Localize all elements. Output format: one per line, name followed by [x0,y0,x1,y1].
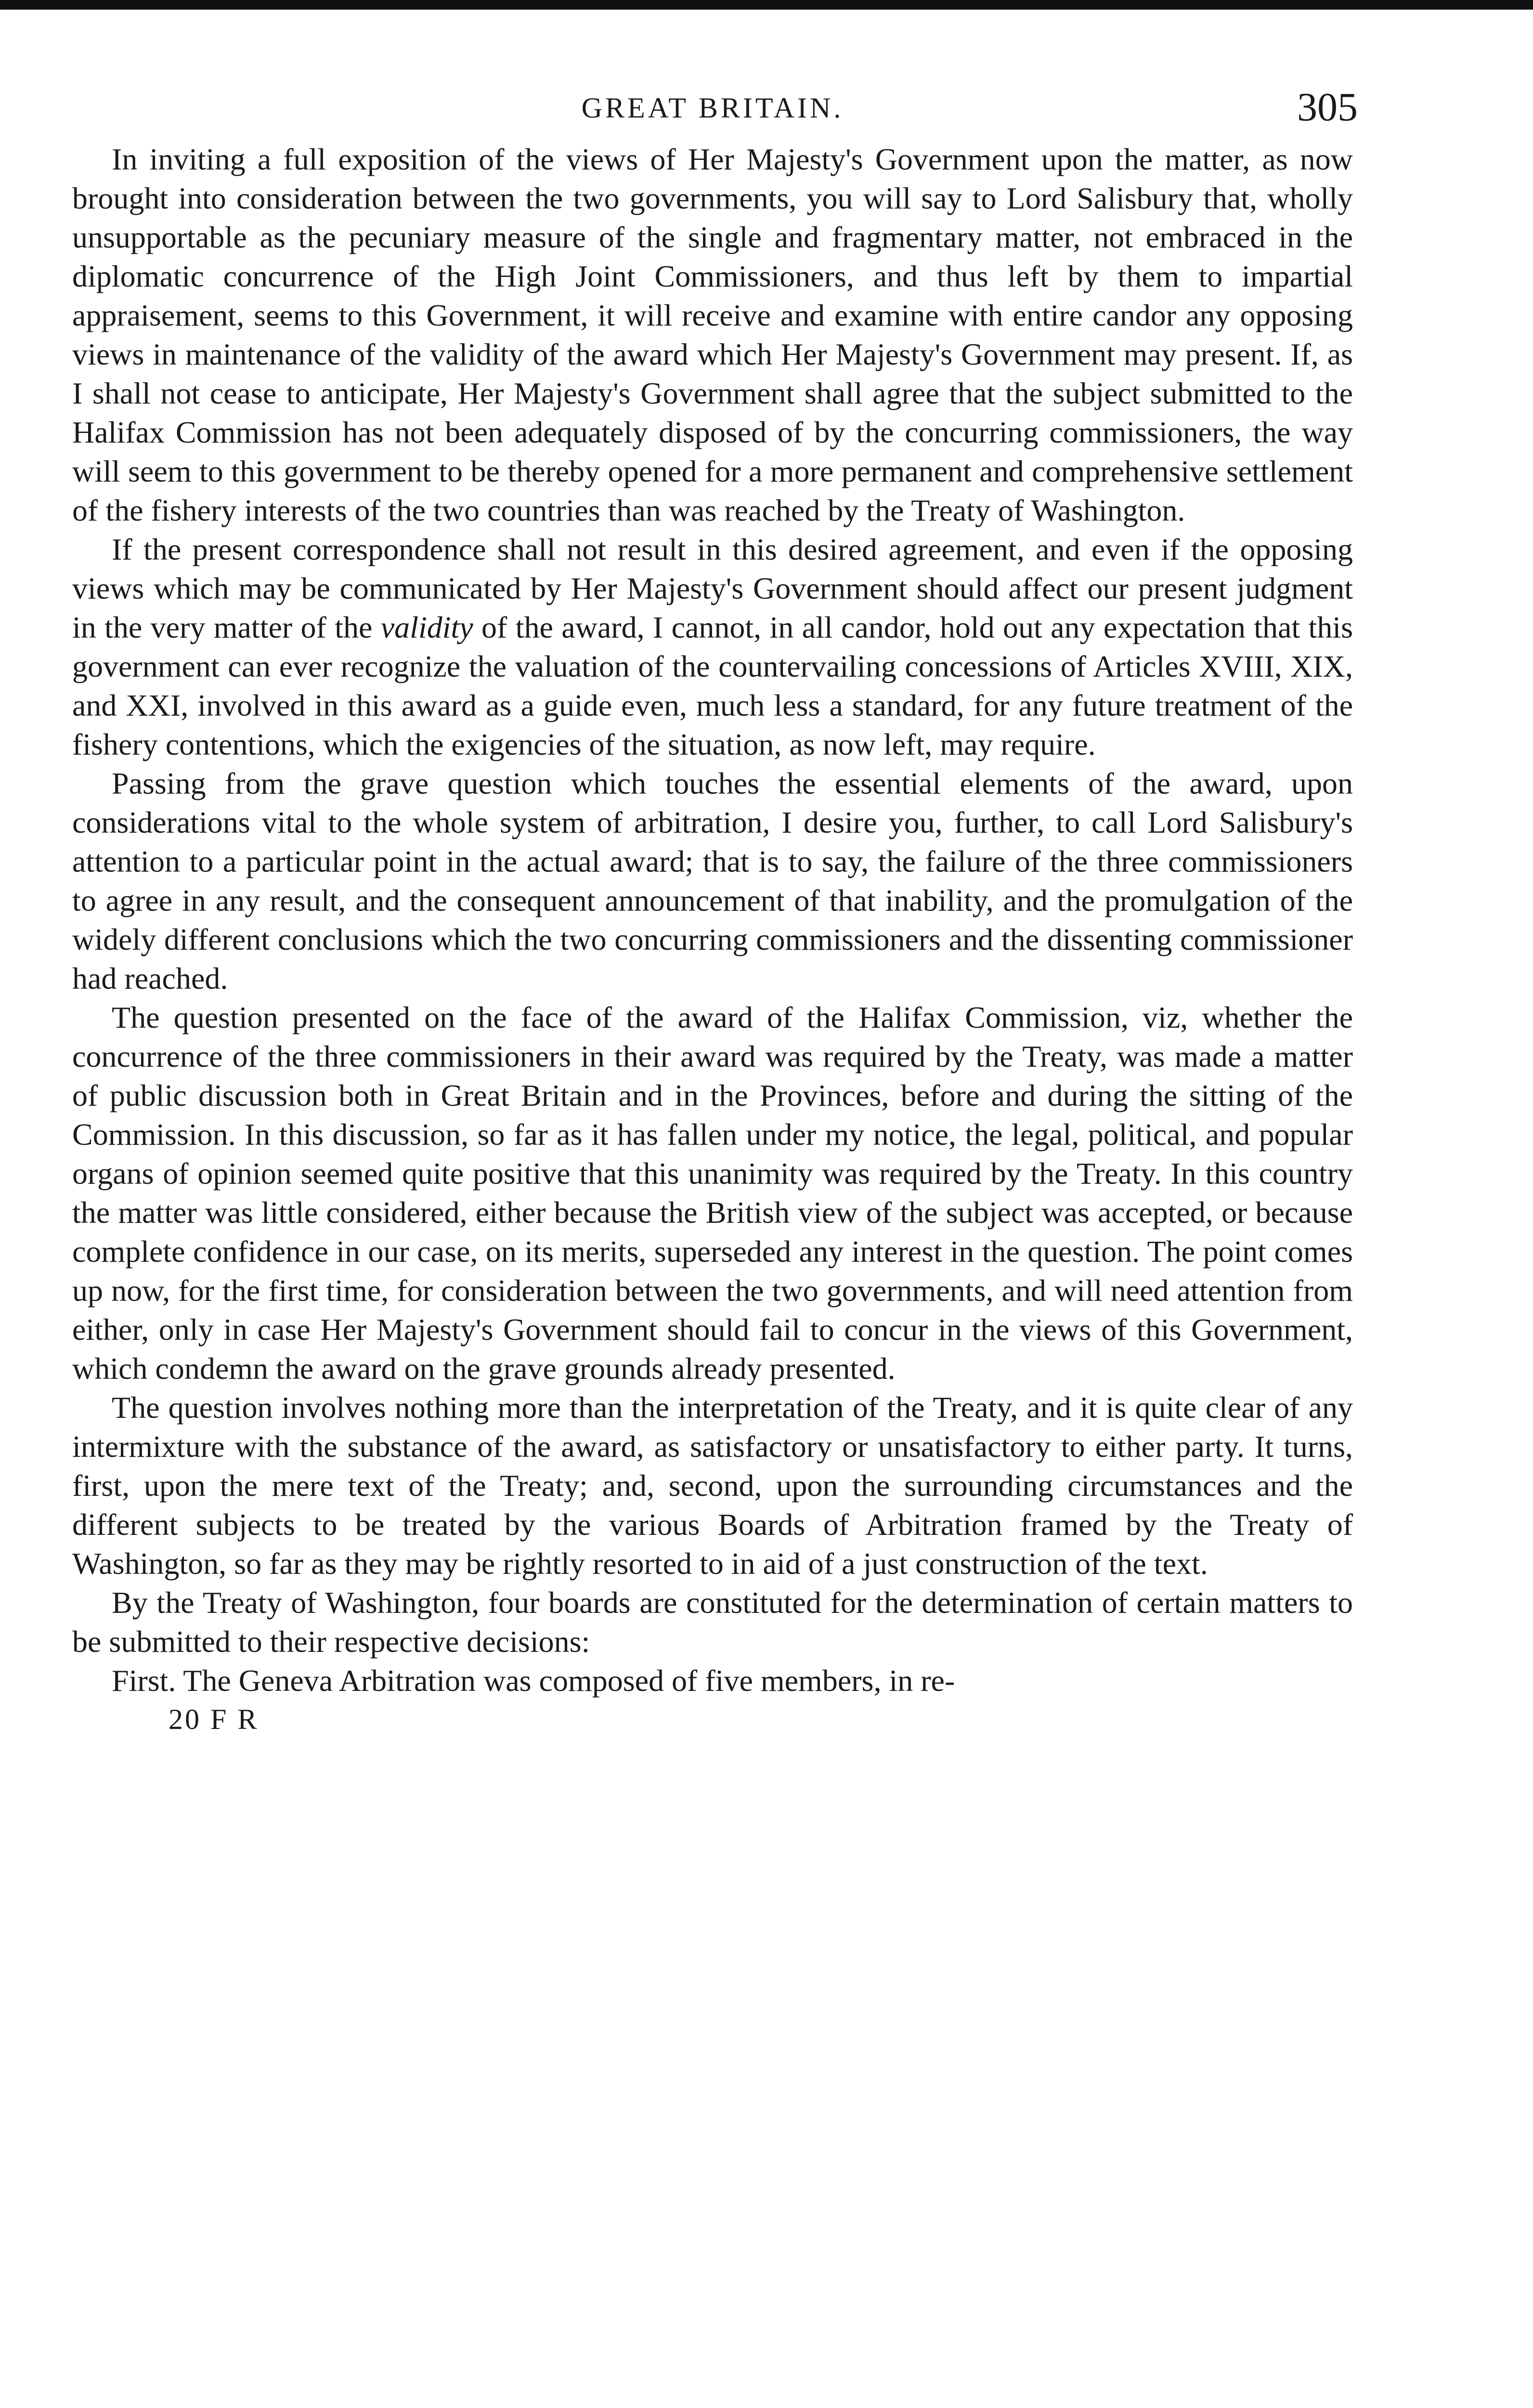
paragraph [72,530,1353,764]
document-page [72,85,1358,1736]
emphasis-validity: validity [380,610,473,644]
body-text [72,140,1353,1700]
paragraph-text: of the award, I cannot, in all candor, hold out any expectation that this government can ever recognize the valuation of the countervailing concessions of Articles XVIII, XIX, and XXI, involved in this award as a guide even, much less a standard, for any future treatment of the fishery contentions, which the exigencies of the situation, as now left, may require. [72,610,1353,761]
paragraph: The question presented on the face of the award of the Halifax Commission, viz, whether the concurrence of the three commissioners in their award was required by the Treaty, was made a matter of public discussion both in Great Britain and in the Provinces, before and during the sitting of the Commission. In this discussion, so far as it has fallen under my notice, the legal, political, and popular organs of opinion seemed quite positive that this unanimity was required by the Treaty. In this country the matter was little considered, either because the British view of the subject was accepted, or because complete confidence in our case, on its merits, superseded any interest in the question. The point comes up now, for the first time, for consideration between the two governments, and will need attention from either, only in case Her Majesty's Government should fail to concur in the views of this Government, which condemn the award on the grave grounds already presented. [72,1000,1353,1386]
running-title: GREAT BRITAIN. [581,92,844,124]
top-border-rule [0,0,1533,10]
paragraph: The question involves nothing more than the interpretation of the Treaty, and it is quite clear of any intermixture with the substance of the award, as satisfactory or unsatisfactory to either party. It turns, first, upon the mere text of the Treaty; and, second, upon the surrounding circumstances and the different subjects to be treated by the various Boards of Arbitration framed by the Treaty of Washington, so far as they may be rightly resorted to in aid of a just construction of the text. [72,1390,1353,1581]
paragraph: First. The Geneva Arbitration was composed of five members, in re- [112,1663,955,1698]
running-head [72,85,1358,140]
printer-signature-mark: 20 F R [169,1703,259,1735]
paragraph-text: If the present correspondence shall not result in this desired agreement, and even if the opposing views which may be communicated by Her Majesty's Government should affect our present judgment in the very matter of the [72,532,1353,644]
paragraph: By the Treaty of Washington, four boards are constituted for the determination of certain matters to be submitted to their respective decisions: [72,1585,1353,1659]
paragraph: In inviting a full exposition of the views of Her Majesty's Government upon the matter, as now brought into consideration between the two governments, you will say to Lord Salisbury that, wholly unsupportable as the pecuniary measure of the single and fragmentary matter, not embraced in the diplomatic concurrence of the High Joint Commissioners, and thus left by them to impartial appraisement, seems to this Government, it will receive and examine with entire candor any opposing views in maintenance of the validity of the award which Her Majesty's Government may present. If, as I shall not cease to anticipate, Her Majesty's Government shall agree that the subject submitted to the Halifax Commission has not been adequately disposed of by the concurring commissioners, the way will seem to this government to be thereby opened for a more permanent and comprehensive settlement of the fishery interests of the two countries than was reached by the Treaty of Washington. [72,142,1353,527]
page-number: 305 [1297,85,1358,130]
paragraph: Passing from the grave question which touches the essential elements of the award, upon considerations vital to the whole system of arbitration, I desire you, further, to call Lord Salisbury's attention to a particular point in the actual award; that is to say, the failure of the three commissioners to agree in any result, and the consequent announcement of that inability, and the promulgation of the widely different conclusions which the two concurring commissioners and the dissenting commissioner had reached. [72,766,1353,995]
